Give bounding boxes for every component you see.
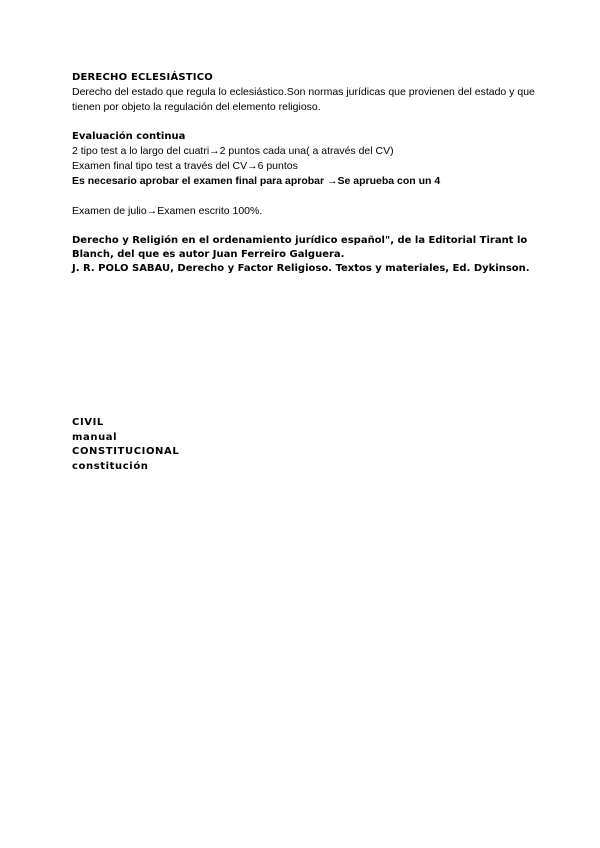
note-constitutional-sub: constitución bbox=[72, 460, 149, 472]
reference-1: Derecho y Religión en el ordenamiento jurídico español", de la Editorial Tirant lo Blanch, del que es autor Juan Ferreiro Galguera. bbox=[72, 235, 528, 260]
document-title: DERECHO ECLESIÁSTICO bbox=[72, 72, 213, 83]
evaluation-line-1: 2 tipo test a lo largo del cuatri→2 puntos cada una( a através del CV) bbox=[72, 145, 394, 157]
spacer bbox=[72, 115, 542, 130]
note-constitutional: CONSTITUCIONAL bbox=[72, 446, 180, 457]
document-body bbox=[72, 70, 542, 276]
reference-2: J. R. POLO SABAU, Derecho y Factor Religioso. Textos y materiales, Ed. Dykinson. bbox=[72, 263, 530, 274]
spacer bbox=[72, 189, 542, 204]
note-civil-sub: manual bbox=[72, 431, 118, 443]
note-civil: CIVIL bbox=[72, 417, 104, 428]
evaluation-line-2: Examen final tipo test a través del CV→6 puntos bbox=[72, 160, 298, 172]
references bbox=[72, 234, 542, 276]
evaluation-line-3: Es necesario aprobar el examen final para aprobar →Se aprueba con un 4 bbox=[72, 175, 441, 187]
definition-text: Derecho del estado que regula lo eclesiástico.Son normas jurídicas que provienen del estado y que tienen por objeto la regulación del elemento religioso. bbox=[72, 86, 535, 113]
evaluation-heading: Evaluación continua bbox=[72, 131, 186, 142]
spacer bbox=[72, 219, 542, 234]
july-exam-text: Examen de julio→Examen escrito 100%. bbox=[72, 205, 263, 217]
notes-block bbox=[72, 416, 372, 474]
